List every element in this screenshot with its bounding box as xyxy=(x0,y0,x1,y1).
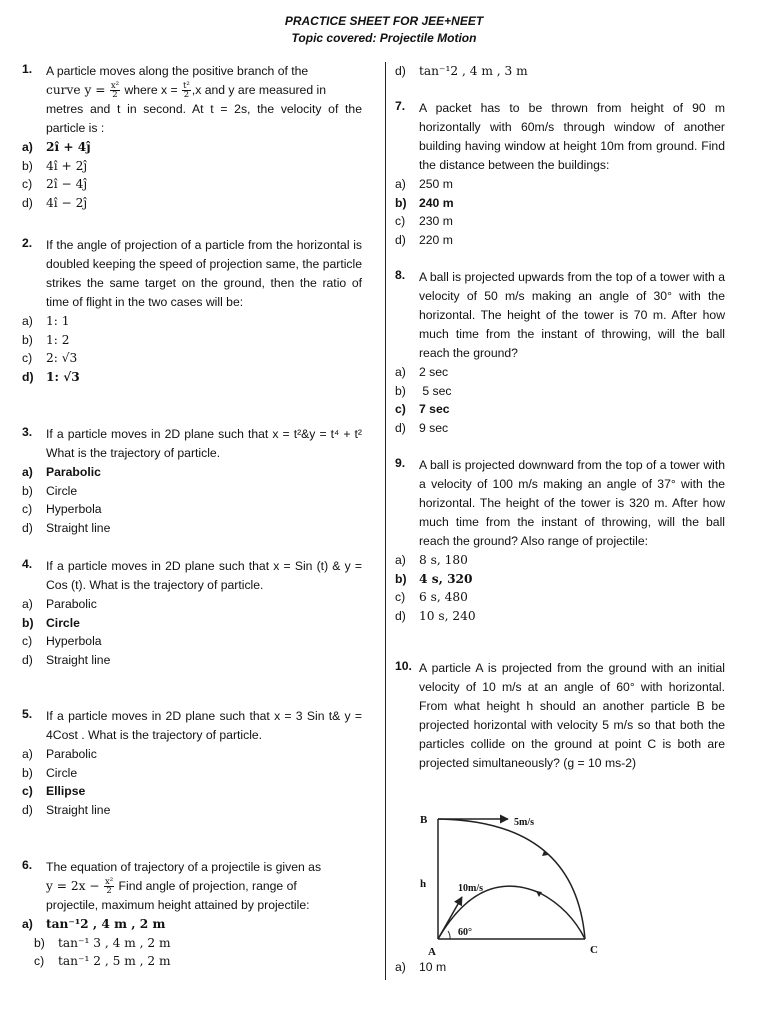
option-c[interactable]: c) 7 sec xyxy=(395,402,450,416)
label-b: B xyxy=(420,814,428,826)
question-text: A ball is projected downward from the top of a tower with a velocity of 100 m/s making an angle of 37° with the horizontal. The height of the tower is 320 m. After how much time from the instant of throwing, will the ball reach the ground? Also range of projectile: xyxy=(419,458,725,548)
option-d[interactable]: d) Straight line xyxy=(22,520,111,535)
angle-arc xyxy=(448,931,450,939)
question-text-line: metres and t in second. At t = 2s, the velocity of the particle is : xyxy=(46,102,362,135)
options-list xyxy=(395,175,725,249)
option-d[interactable]: d) Straight line xyxy=(22,652,111,667)
option-b[interactable]: b) 4î + 2ĵ xyxy=(22,158,88,173)
question-number: 3. xyxy=(22,425,33,439)
question-number: 10. xyxy=(395,659,412,673)
option-c[interactable]: c) 2î − 4ĵ xyxy=(22,177,88,191)
option-d[interactable]: d) Straight line xyxy=(22,802,111,817)
question-6 xyxy=(22,858,362,971)
question-1 xyxy=(22,62,362,212)
topic-subtitle: Topic covered: Projectile Motion xyxy=(291,31,477,45)
option-a[interactable]: a) 10 m xyxy=(395,960,447,974)
where-label: where x = xyxy=(124,83,178,97)
option-c[interactable]: c) Hyperbola xyxy=(22,502,102,516)
option-d[interactable]: d) 4î − 2ĵ xyxy=(22,195,88,210)
question-number: 8. xyxy=(395,268,406,282)
option-a[interactable]: a) 1: 1 xyxy=(22,314,70,328)
option-b[interactable]: b) Circle xyxy=(22,615,80,630)
option-b[interactable]: b) 4 s, 320 xyxy=(395,571,473,586)
option-b[interactable]: b) 1: 2 xyxy=(22,332,70,347)
label-5ms: 5m/s xyxy=(514,817,534,828)
question-text: A ball is projected upwards from the top of a tower with a velocity of 50 m/s making an angle of 30° with the horizontal. The height of the tower is 70 m. After how much time from the instant of throwing, will the ball reach the ground? xyxy=(419,270,725,360)
option-b[interactable]: b) 240 m xyxy=(395,195,454,210)
column-divider xyxy=(385,62,386,980)
question-2 xyxy=(22,236,362,386)
question-10-options xyxy=(395,958,725,977)
question-7 xyxy=(395,99,725,249)
option-c[interactable]: c) 2: √3 xyxy=(22,351,78,365)
question-5 xyxy=(22,707,362,819)
options-list xyxy=(22,915,362,971)
options-list xyxy=(22,312,362,386)
question-number: 6. xyxy=(22,858,33,872)
question-text: A packet has to be thrown from height of 90 m horizontally with 60m/s through window of another building having window at height 10m from ground. Find the distance between the buildings: xyxy=(419,101,725,172)
options-list xyxy=(395,363,725,437)
trajectory-equation: y = 2x − xyxy=(46,879,100,893)
trajectory-b xyxy=(438,819,585,939)
option-d[interactable]: d) 1: √3 xyxy=(22,369,80,384)
question-text xyxy=(46,62,362,138)
curve-label: curve y = xyxy=(46,83,106,97)
question-text-rest: ,x and y are measured in xyxy=(191,83,326,97)
options-list xyxy=(22,138,362,212)
question-number: 1. xyxy=(22,62,33,76)
option-b[interactable]: b) tan⁻¹ 3 , 4 m , 2 m xyxy=(34,935,171,950)
option-c[interactable]: c) tan⁻¹ 2 , 5 m , 2 m xyxy=(34,954,171,968)
option-a[interactable]: a) Parabolic xyxy=(22,597,97,611)
option-c[interactable]: c) 230 m xyxy=(395,214,453,228)
question-3 xyxy=(22,425,362,537)
fraction: $\frac{\text{x²}}{2}$ xyxy=(104,877,114,897)
option-b[interactable]: b) Circle xyxy=(22,483,78,498)
question-number: 5. xyxy=(22,707,33,721)
question-9 xyxy=(395,456,725,625)
question-4 xyxy=(22,557,362,669)
question-6-continued xyxy=(395,62,725,81)
options-list xyxy=(22,595,362,669)
label-60deg: 60° xyxy=(458,927,472,938)
question-number: 9. xyxy=(395,456,406,470)
option-c[interactable]: c) Ellipse xyxy=(22,784,86,798)
fraction: $\frac{\text{t²}}{2}$ xyxy=(183,81,190,101)
option-a[interactable]: a) 250 m xyxy=(395,177,453,191)
label-a: A xyxy=(428,946,436,958)
option-d[interactable]: d) 10 s, 240 xyxy=(395,608,476,623)
question-text-line: The equation of trajectory of a projectile is given as xyxy=(46,860,322,874)
option-d[interactable]: d) tan⁻¹2 , 4 m , 3 m xyxy=(395,64,528,78)
option-d[interactable]: d) 220 m xyxy=(395,232,453,247)
question-8 xyxy=(395,268,725,437)
fraction: $\frac{\text{x²}}{2}$ xyxy=(110,81,120,101)
question-text-line: projectile, maximum height attained by projectile: xyxy=(46,898,310,912)
option-a[interactable]: a) 8 s, 180 xyxy=(395,553,468,567)
question-text: If a particle moves in 2D plane such that x = 3 Sin t& y = 4Cost . What is the trajectory of particle. xyxy=(46,709,362,742)
option-c[interactable]: c) Hyperbola xyxy=(22,634,102,648)
sheet-title: PRACTICE SHEET FOR JEE+NEET xyxy=(284,14,484,28)
options-list xyxy=(22,463,362,537)
option-b[interactable]: b) Circle xyxy=(22,765,78,780)
option-a[interactable]: a) Parabolic xyxy=(22,747,97,761)
option-a[interactable]: a) tan⁻¹2 , 4 m , 2 m xyxy=(22,917,166,931)
question-text: If the angle of projection of a particle from the horizontal is doubled keeping the speed of projection same, the particle strikes the same target on the ground, then the ratio of time of flight in the two cases will be: xyxy=(46,238,362,309)
question-number: 7. xyxy=(395,99,406,113)
projectile-diagram xyxy=(410,805,620,965)
label-10ms: 10m/s xyxy=(458,883,483,894)
option-a[interactable]: a) 2î + 4ĵ xyxy=(22,140,91,154)
question-text-rest: Find angle of projection, range of xyxy=(118,879,297,893)
question-10 xyxy=(395,659,725,773)
option-a[interactable]: a) 2 sec xyxy=(395,365,449,379)
options-list xyxy=(22,745,362,819)
option-a[interactable]: a) Parabolic xyxy=(22,465,101,479)
question-number: 2. xyxy=(22,236,33,250)
question-number: 4. xyxy=(22,557,33,571)
label-c: C xyxy=(590,944,598,956)
question-text: A particle A is projected from the ground with an initial velocity of 10 m/s at an angle of 60° with horizontal. From what height h should an another particle B be projected horizontal with velocity 5 m/s so that both the particles collide on the ground at point C is both are projected simultaneously? (g = 10 ms-2) xyxy=(419,661,725,770)
question-text: If a particle moves in 2D plane such that x = t²&y = t⁴ + t² What is the trajectory of particle. xyxy=(46,427,362,460)
options-list xyxy=(395,551,725,625)
option-b[interactable]: b) 5 sec xyxy=(395,383,452,398)
question-text xyxy=(46,858,362,915)
question-text-line: A particle moves along the positive branch of the xyxy=(46,64,309,78)
option-c[interactable]: c) 6 s, 480 xyxy=(395,590,468,604)
question-text: If a particle moves in 2D plane such that x = Sin (t) & y = Cos (t). What is the trajectory of particle. xyxy=(46,559,362,592)
option-d[interactable]: d) 9 sec xyxy=(395,420,449,435)
label-h: h xyxy=(420,878,427,890)
